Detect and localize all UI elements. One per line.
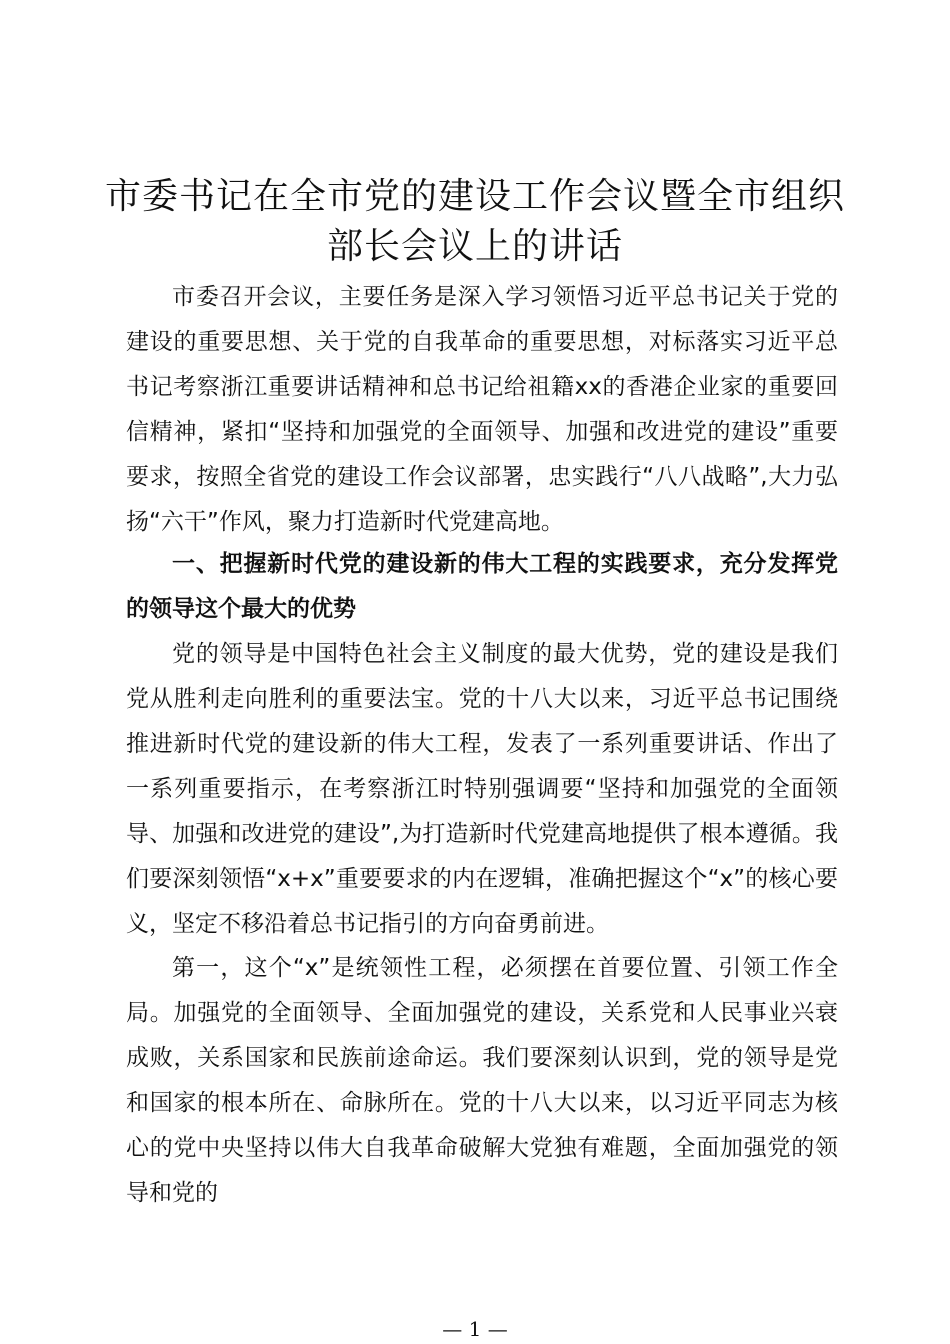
- document-title-line-1: 市委书记在全市党的建设工作会议暨全市组织: [104, 176, 845, 217]
- section-heading-1: 一、把握新时代党的建设新的伟大工程的实践要求，充分发挥党的领导这个最大的优势: [126, 551, 838, 622]
- page-number: — 1 —: [442, 1317, 508, 1341]
- body-paragraph: 党的领导是中国特色社会主义制度的最大优势，党的建设是我们党从胜利走向胜利的重要法宝。党的十八大以来，习近平总书记围绕推进新时代党的建设新的伟大工程，发表了一系列重要讲话、作出了一系列重要指示，在考察浙江时特别强调要“坚持和加强党的全面领导、加强和改进党的建设”,为打造新时代党建高地提供了根本遵循。我们要深刻领悟“x+x”重要要求的内在逻辑，准确把握这个“x”的核心要义，坚定不移沿着总书记指引的方向奋勇前进。: [126, 641, 838, 937]
- body-paragraph: 第一，这个“x”是统领性工程，必须摆在首要位置、引领工作全局。加强党的全面领导、全面加强党的建设，关系党和人民事业兴衰成败，关系国家和民族前途命运。我们要深刻认识到，党的领导是党和国家的根本所在、命脉所在。党的十八大以来，以习近平同志为核心的党中央坚持以伟大自我革命破解大党独有难题，全面加强党的领导和党的: [126, 955, 838, 1206]
- intro-paragraph: 市委召开会议，主要任务是深入学习领悟习近平总书记关于党的建设的重要思想、关于党的自我革命的重要思想，对标落实习近平总书记考察浙江重要讲话精神和总书记给祖籍xx的香港企业家的重要回信精神，紧扣“坚持和加强党的全面领导、加强和改进党的建设”重要要求，按照全省党的建设工作会议部署，忠实践行“八八战略”,大力弘扬“六干”作风，聚力打造新时代党建高地。: [126, 284, 838, 535]
- document-title-line-2: 部长会议上的讲话: [326, 226, 623, 267]
